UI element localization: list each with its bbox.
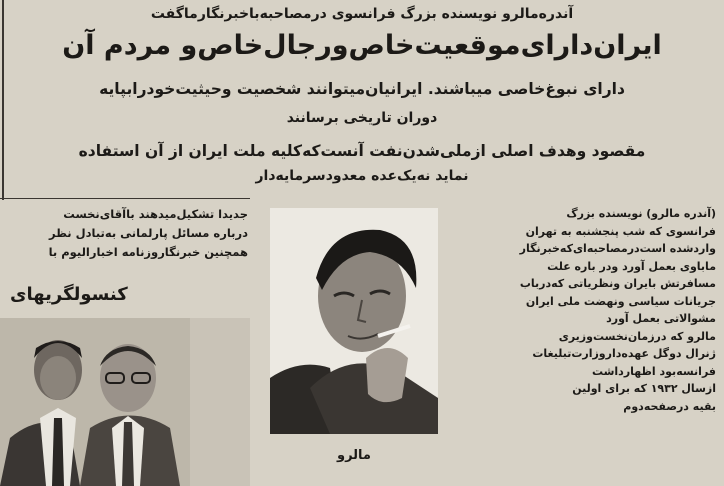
article-kicker: آندره‌مالرو نویسنده بزرگ فرانسوی درمصاحبه‌باخبرنگارماگفت <box>150 6 574 22</box>
group-photo <box>0 318 250 486</box>
deck-line: دوران تاریخی برسانند <box>286 110 438 126</box>
left-column-line: جدیدا تشکیل‌میدهند باآقای‌نخست <box>63 207 248 221</box>
right-column-line: ازسال ۱۹۳۲ که برای اولین <box>572 382 716 395</box>
right-column-line: ماباوی بعمل آورد ودر باره علت <box>547 259 716 273</box>
right-column-line: (آندره مالرو) نویسنده بزرگ <box>566 207 716 220</box>
left-column-text <box>0 205 248 262</box>
portrait-image <box>270 208 438 434</box>
section-heading: کنسولگریهای <box>10 284 128 305</box>
right-column-line: وارد‌شده است‌درمصاحبه‌ای‌که‌خبرنگار <box>519 242 716 255</box>
right-column-line: فرانسه‌بود اظهارداشت <box>591 364 716 378</box>
right-column-line: مسافرتش بایران ونظریاتی که‌درباب <box>519 277 716 290</box>
right-column-line: بقیه درصفحه‌دوم <box>623 399 716 413</box>
deck-line: نماید نه‌یک‌عده معدودسرمایه‌دار <box>255 168 469 184</box>
right-column-line: مالرو که درزمان‌نخست‌وزیری <box>558 329 716 343</box>
portrait-caption: مالرو <box>337 448 371 463</box>
column-rule <box>2 0 4 200</box>
right-column-line: مشوالاتی بعمل آورد <box>606 312 716 325</box>
right-column-line: ژنرال دوگل عهده‌داروزارت‌تبلیغات <box>532 347 716 360</box>
left-column-line: درباره مسائل پارلمانی به‌تبادل نظر <box>48 226 248 240</box>
section-divider <box>0 198 250 199</box>
group-photo-image <box>0 318 250 486</box>
left-column-line: همچنین خبرنگاروزنامه اخبارالیوم با <box>48 245 248 259</box>
right-column-line: فرانسوی که شب پنجشنبه به تهران <box>525 224 716 238</box>
right-column-line: جریانات سیاسی ونهضت ملی ایران <box>525 294 716 308</box>
deck-line: مقصود وهدف اصلی ازملی‌شدن‌نفت آنست‌که‌کلیه ملت ایران از آن استفاده <box>78 142 646 160</box>
deck-line: دارای نبوغ‌خاصی میباشند. ایرانیان‌میتوانند شخصیت وحیثیت‌خودرابپایه <box>99 80 625 98</box>
article-headline: ایران‌دارای‌موقعیت‌خاص‌ورجال‌خاص‌و مردم آن <box>62 30 662 61</box>
malraux-portrait <box>270 208 438 434</box>
right-column-text <box>452 205 716 415</box>
